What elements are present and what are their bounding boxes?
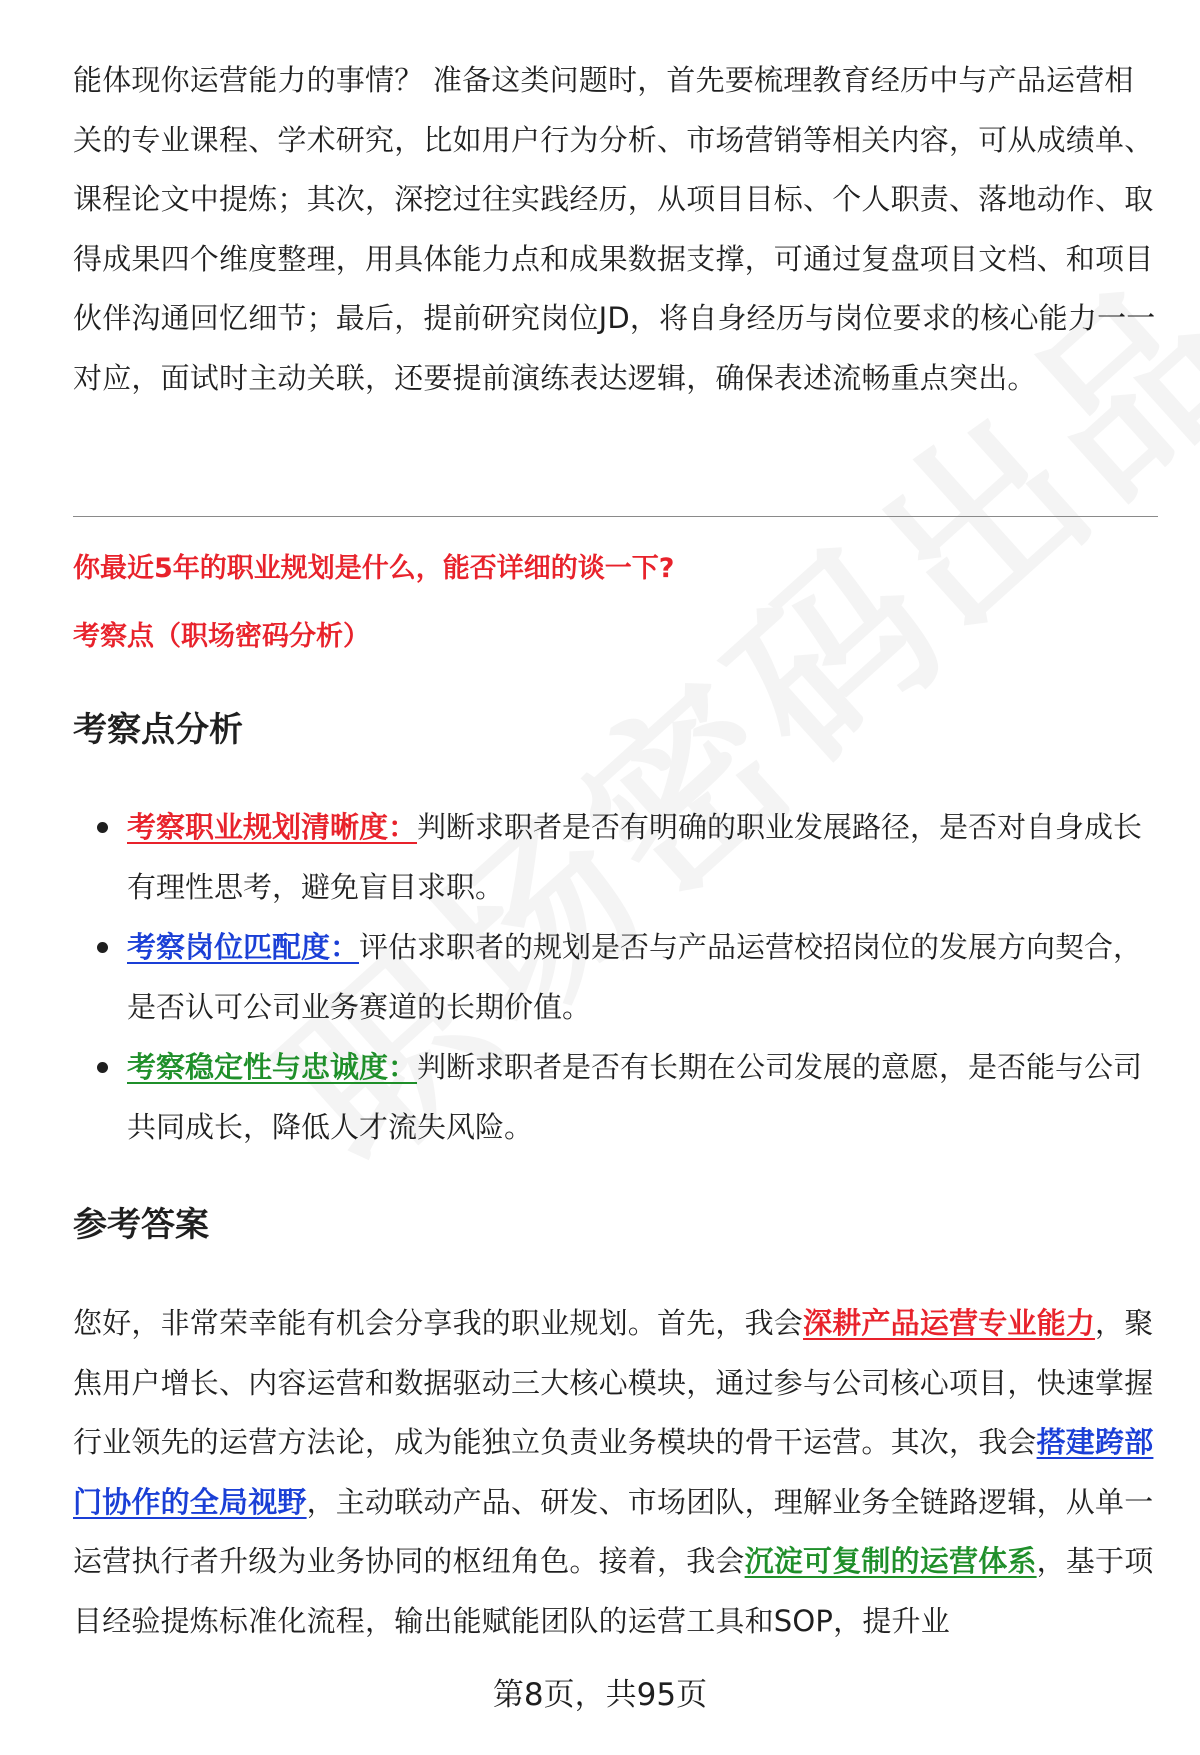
bullet-dot-icon	[97, 942, 108, 953]
answer-text: 您好，非常荣幸能有机会分享我的职业规划。首先，我会	[73, 1306, 804, 1340]
answer-heading: 参考答案	[73, 1205, 209, 1245]
bullet-dot-icon	[97, 1062, 108, 1073]
page-number-footer: 第8页，共95页	[492, 1677, 708, 1713]
intro-paragraph: 能体现你运营能力的事情？ 准备这类问题时，首先要梳理教育经历中与产品运营相关的专业课程、学术研究，比如用户行为分析、市场营销等相关内容，可从成绩单、课程论文中提炼；其次，深挖过往实践经历，从项目目标、个人职责、落地动作、取得成果四个维度整理，用具体能力点和成果数据支撑，可通过复盘项目文档、和项目伙伴沟通回忆细节；最后，提前研究岗位JD，将自身经历与岗位要求的核心能力一一对应，面试时主动关联，还要提前演练表达逻辑，确保表述流畅重点突出。	[73, 63, 1156, 395]
answer-text: ，基于项目经验提炼标准化流程，输出能赋能团队的运营工具和SOP，提升业	[73, 1544, 1154, 1638]
bullet-text: 评估求职者的规划是否与产品运营校招岗位的发展方向契合，是否认可公司业务赛道的长期价值。	[127, 930, 1143, 1024]
bullet-keyword: 考察稳定性与忠诚度：	[127, 1050, 418, 1084]
answer-text: ，主动联动产品、研发、市场团队，理解业务全链路逻辑，从单一运营执行者升级为业务协同的枢纽角色。接着，我会	[73, 1484, 1154, 1578]
answer-text: ，聚焦用户增长、内容运营和数据驱动三大核心模块，通过参与公司核心项目，快速掌握行业领先的运营方法论，成为能独立负责业务模块的骨干运营。其次，我会	[73, 1306, 1154, 1459]
bullet-dot-icon	[97, 822, 108, 833]
interview-question: 你最近5年的职业规划是什么，能否详细的谈一下?	[73, 553, 675, 584]
list-item	[73, 917, 1158, 1037]
bullet-keyword: 考察岗位匹配度：	[127, 930, 360, 964]
answer-paragraph	[73, 1294, 1158, 1651]
list-item	[73, 1037, 1158, 1157]
list-item	[73, 797, 1158, 917]
bullet-keyword: 考察职业规划清晰度：	[127, 810, 418, 844]
answer-keyword: 深耕产品运营专业能力	[803, 1306, 1096, 1340]
bullet-text: 判断求职者是否有长期在公司发展的意愿，是否能与公司共同成长，降低人才流失风险。	[127, 1050, 1143, 1144]
bullet-text: 判断求职者是否有明确的职业发展路径，是否对自身成长有理性思考，避免盲目求职。	[127, 810, 1143, 904]
answer-keyword: 沉淀可复制的运营体系	[744, 1544, 1037, 1578]
question-subtitle: 考察点（职场密码分析）	[73, 621, 370, 652]
answer-keyword: 搭建跨部门协作的全局视野	[73, 1425, 1154, 1519]
analysis-list	[73, 797, 1158, 1157]
analysis-heading: 考察点分析	[73, 710, 243, 750]
section-divider	[73, 516, 1158, 517]
